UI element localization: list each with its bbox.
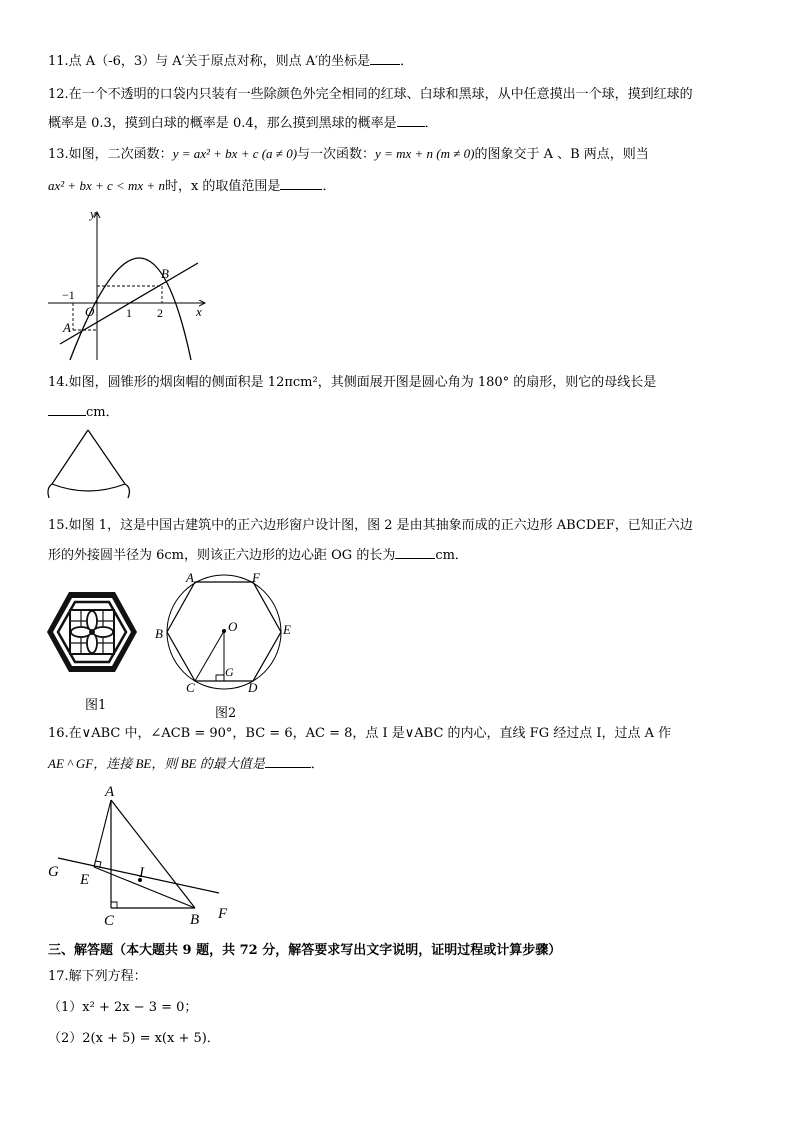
- hex-label-O: O: [228, 619, 238, 634]
- q13-line2: ax² + bx + c < mx + n时，x 的取值范围是 ．: [48, 178, 336, 194]
- q16-line1: 16.在∨ABC 中，∠ACB = 90°，BC = 6，AC = 8，点 I 是∨ABC 的内心，直线 FG 经过点 I，过点 A 作: [48, 726, 672, 741]
- hex-label-D: D: [248, 680, 258, 695]
- tri-label-E: E: [80, 872, 90, 888]
- q15-line2: 形的外接圆半径为 6cm，则该正六边形的边心距 OG 的长为 cm．: [48, 548, 468, 563]
- q16-answer-blank[interactable]: [265, 755, 311, 768]
- q17-part1: （1）x² + 2x − 3 = 0；: [48, 1000, 198, 1015]
- hex-label-F: F: [252, 570, 260, 585]
- q14-line1: 14.如图，圆锥形的烟囱帽的侧面积是 12πcm²，其侧面展开图是圆心角为 180° 的扇形，则它的母线长是: [48, 375, 657, 390]
- q13-graph-figure: [40, 200, 220, 370]
- q14-cone-figure: [44, 428, 134, 500]
- tri-label-B: B: [190, 912, 200, 928]
- q16-triangle-figure: [44, 778, 244, 928]
- tick-neg1: −1: [62, 288, 75, 302]
- section3-title: 三、解答题（本大题共 9 题，共 72 分，解答要求写出文字说明，证明过程或计算步骤）: [48, 943, 562, 958]
- q15-window-figure: [46, 590, 138, 674]
- y-label: y: [90, 206, 96, 221]
- q13-line1: 13.如图，二次函数：y = ax² + bx + c (a ≠ 0)与一次函数：y = mx + n (m ≠ 0)的图象交于 A 、B 两点，则当: [48, 146, 649, 162]
- hex-label-E: E: [283, 622, 291, 637]
- q16-line2: AE ^ GF，连接 BE，则 BE 的最大值是 ．: [48, 756, 324, 772]
- q11-text: 11.点 A（-6，3）与 A′关于原点对称，则点 A′的坐标是 ．: [48, 54, 414, 69]
- q15-line1: 15.如图 1，这是中国古建筑中的正六边形窗户设计图，图 2 是由其抽象而成的正六边形 ABCDEF，已知正六边: [48, 518, 693, 533]
- q12-line1: 12.在一个不透明的口袋内只装有一些除颜色外完全相同的红球、白球和黑球，从中任意摸出一个球，摸到红球的: [48, 87, 693, 102]
- q17-intro: 17.解下列方程：: [48, 969, 147, 984]
- hex-label-A: A: [186, 570, 194, 585]
- q17-part2: （2）2(x + 5) = x(x + 5)．: [48, 1031, 220, 1046]
- origin-label: O: [85, 304, 95, 319]
- q12-answer-blank[interactable]: [397, 114, 425, 127]
- x-label: x: [196, 304, 202, 319]
- point-A-label: A: [63, 320, 71, 335]
- q11-answer-blank[interactable]: [370, 52, 400, 65]
- tri-label-C: C: [104, 913, 115, 929]
- q15-hexagon-figure: [150, 568, 300, 708]
- tri-label-F: F: [218, 906, 228, 922]
- fig1-caption: 图1: [85, 698, 107, 713]
- point-B-label: B: [161, 266, 169, 281]
- tri-label-G: G: [48, 864, 59, 880]
- q14-answer-blank[interactable]: [48, 403, 86, 416]
- tick-1: 1: [126, 306, 132, 320]
- q15-answer-blank[interactable]: [395, 546, 435, 559]
- hex-label-C: C: [186, 680, 195, 695]
- hex-label-B: B: [155, 626, 163, 641]
- q14-line2: cm．: [48, 403, 119, 422]
- tri-label-I: I: [139, 865, 144, 881]
- hex-label-G: G: [225, 665, 234, 679]
- q12-line2: 概率是 0.3，摸到白球的概率是 0.4，那么摸到黑球的概率是 ．: [48, 116, 438, 131]
- fig2-caption: 图2: [215, 706, 237, 721]
- q13-answer-blank[interactable]: [280, 177, 322, 190]
- tick-2: 2: [157, 306, 163, 320]
- tri-label-A: A: [105, 784, 115, 800]
